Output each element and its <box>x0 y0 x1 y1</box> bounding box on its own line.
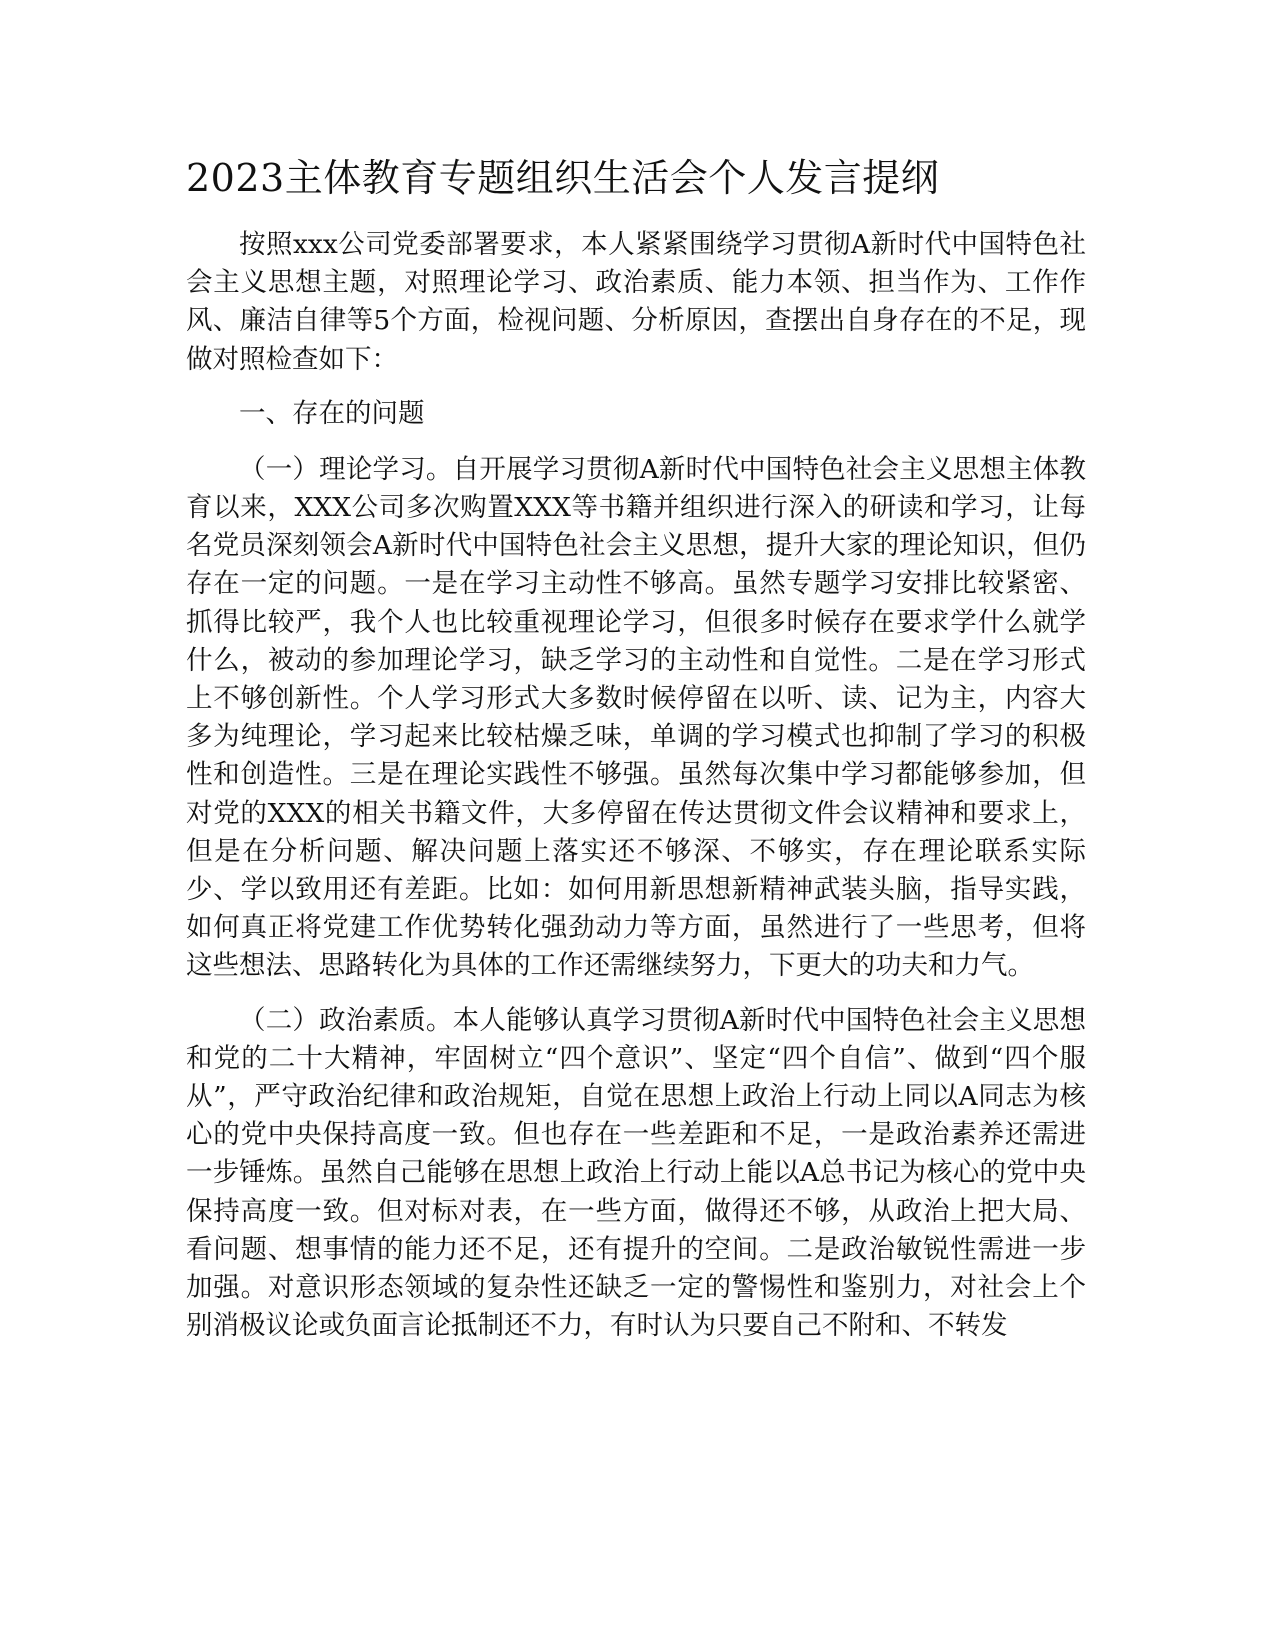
document-page <box>186 148 1086 1361</box>
section-heading: 一、存在的问题 <box>239 397 425 429</box>
document-title: 2023主体教育专题组织生活会个人发言提纲 <box>186 156 940 200</box>
theory-study-paragraph: （一）理论学习。自开展学习贯彻A新时代中国特色社会主义思想主体教育以来，XXX公司多次购置XXX等书籍并组织进行深入的研读和学习，让每名党员深刻领会A新时代中国特色社会主义思想，提升大家的理论知识，但仍存在一定的问题。一是在学习主动性不够高。虽然专题学习安排比较紧密、抓得比较严，我个人也比较重视理论学习，但很多时候存在要求学什么就学什么，被动的参加理论学习，缺乏学习的主动性和自觉性。二是在学习形式上不够创新性。个人学习形式大多数时候停留在以听、读、记为主，内容大多为纯理论，学习起来比较枯燥乏味，单调的学习模式也抑制了学习的积极性和创造性。三是在理论实践性不够强。虽然每次集中学习都能够参加，但对党的XXX的相关书籍文件，大多停留在传达贯彻文件会议精神和要求上，但是在分析问题、解决问题上落实还不够深、不够实，存在理论联系实际少、学以致用还有差距。比如：如何用新思想新精神武装头脑，指导实践，如何真正将党建工作优势转化强劲动力等方面，虽然进行了一些思考，但将这些想法、思路转化为具体的工作还需继续努力，下更大的功夫和力气。 <box>186 453 1086 982</box>
political-quality-paragraph: （二）政治素质。本人能够认真学习贯彻A新时代中国特色社会主义思想和党的二十大精神，牢固树立“四个意识”、坚定“四个自信”、做到“四个服从”，严守政治纪律和政治规矩，自觉在思想上政治上行动上同以A同志为核心的党中央保持高度一致。但也存在一些差距和不足，一是政治素养还需进一步锤炼。虽然自己能够在思想上政治上行动上能以A总书记为核心的党中央保持高度一致。但对标对表，在一些方面，做得还不够，从政治上把大局、看问题、想事情的能力还不足，还有提升的空间。二是政治敏锐性需进一步加强。对意识形态领域的复杂性还缺乏一定的警惕性和鉴别力，对社会上个别消极议论或负面言论抵制还不力，有时认为只要自己不附和、不转发 <box>186 1004 1086 1342</box>
intro-paragraph: 按照xxx公司党委部署要求，本人紧紧围绕学习贯彻A新时代中国特色社会主义思想主题，对照理论学习、政治素质、能力本领、担当作为、工作作风、廉洁自律等5个方面，检视问题、分析原因，查摆出自身存在的不足，现做对照检查如下： <box>186 229 1086 375</box>
